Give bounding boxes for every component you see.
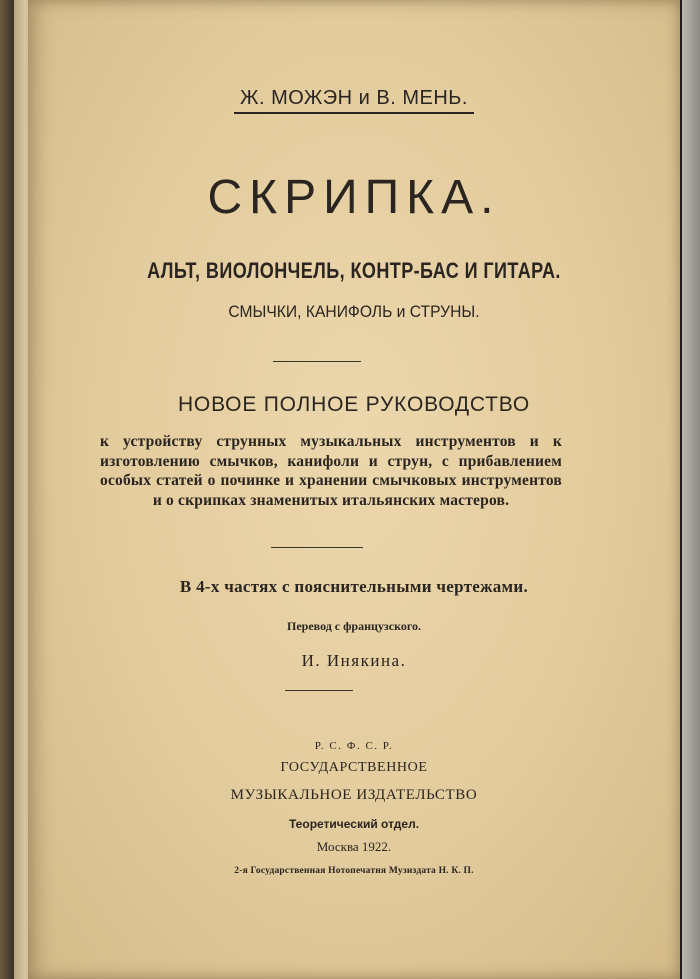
translator-name: И. Инякина.	[301, 651, 407, 670]
department-label: Теоретический отдел.	[288, 817, 420, 831]
divider-rule	[273, 361, 361, 362]
city-year: Москва 1922.	[316, 839, 392, 854]
rsfsr-label: Р. С. Ф. С. Р.	[314, 740, 394, 752]
subtitle-accessories: СМЫЧКИ, КАНИФОЛЬ и СТРУНЫ.	[228, 302, 480, 321]
book-title: СКРИПКА.	[207, 171, 501, 224]
book-cover-edge	[0, 0, 14, 979]
guide-heading: НОВОЕ ПОЛНОЕ РУКОВОДСТВО	[177, 393, 531, 416]
authors-line	[28, 87, 680, 110]
subtitle-instruments: АЛЬТ, ВИОЛОНЧЕЛЬ, КОНТР-БАС И ГИТАРА.	[147, 258, 561, 283]
publisher-line1: ГОСУДАРСТВЕННОЕ	[280, 760, 428, 775]
divider-rule	[271, 547, 363, 548]
divider-rule	[285, 690, 353, 691]
translation-note: Перевод с французского.	[287, 619, 421, 633]
printer-line: 2-я Государственная Нотопечатня Музиздата Н. К. П.	[234, 866, 474, 876]
publisher-line2: МУЗЫКАЛЬНОЕ ИЗДАТЕЛЬСТВО	[230, 787, 478, 803]
parts-note: В 4-х частях с пояснительными чертежами.	[179, 577, 529, 596]
title-page	[28, 0, 680, 979]
authors-text: Ж. МОЖЭН и В. МЕНЬ.	[234, 87, 474, 114]
description-paragraph: к устройству струнных музыкальных инструментов и к изготовлению смычков, канифоли и струн, с прибавлением особых статей о починке и хранении смычковых инструментов и о скрипках знаменитых итальянских мастеров.	[100, 433, 562, 509]
book-page-edges	[682, 0, 700, 979]
